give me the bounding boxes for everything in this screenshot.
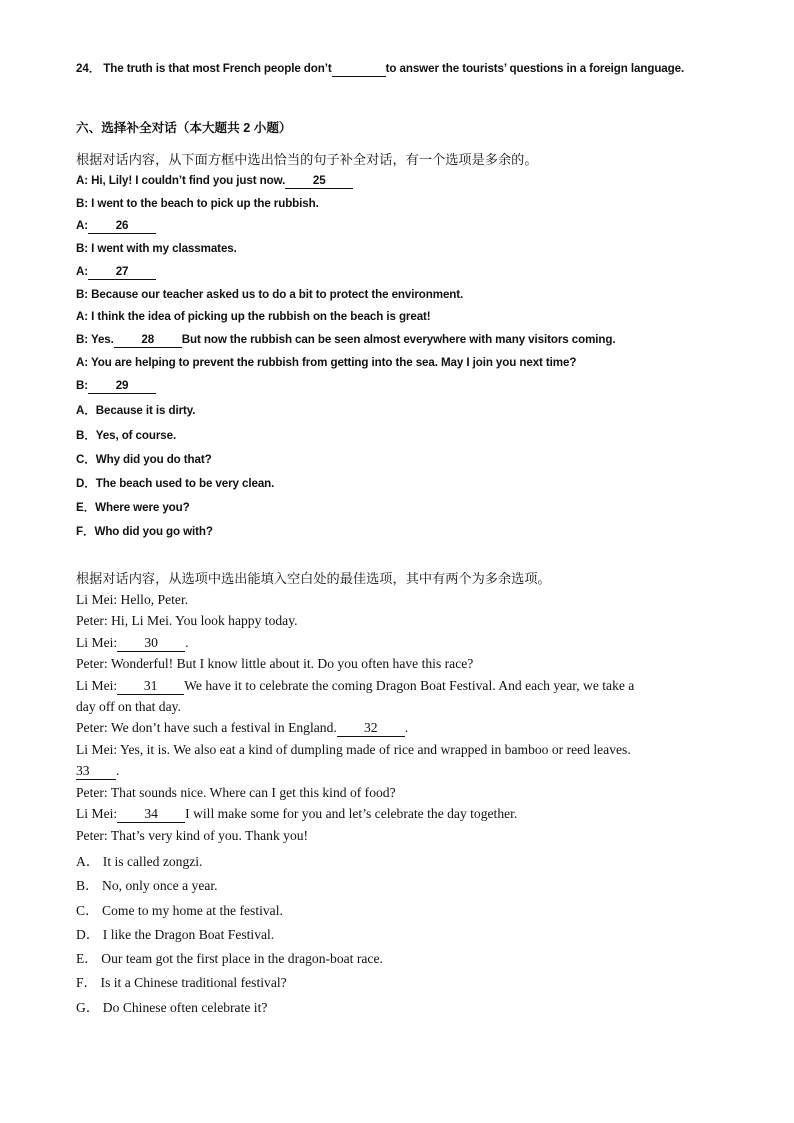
dialogue2-option-d: D． I like the Dragon Boat Festival. — [76, 927, 275, 942]
speaker-label: A: — [76, 265, 89, 278]
dialogue2-line-text: . — [185, 635, 189, 650]
blank-29[interactable]: 29 — [88, 380, 156, 394]
dialogue1-line: B: Because our teacher asked us to do a bit to protect the environment. — [76, 288, 464, 301]
blank-31[interactable]: 31 — [117, 679, 184, 695]
dialogue1-line — [76, 219, 156, 234]
dialogue2-option-b: B． No, only once a year. — [76, 878, 218, 893]
blank-27[interactable]: 27 — [88, 266, 156, 280]
blank-32[interactable]: 32 — [337, 721, 405, 737]
blank-30[interactable]: 30 — [117, 636, 185, 652]
blank-26[interactable]: 26 — [88, 220, 156, 234]
dialogue1-option-d: D．The beach used to be very clean. — [76, 477, 275, 490]
dialogue2-line — [76, 763, 119, 780]
dialogue1-line: B: I went with my classmates. — [76, 242, 237, 255]
dialogue2-line — [76, 635, 189, 652]
q24-text-before: 24． The truth is that most French people don’t — [76, 62, 332, 75]
dialogue2-line: Peter: Wonderful! But I know little about it. Do you often have this race? — [76, 656, 474, 671]
dialogue2-option-a: A． It is called zongzi. — [76, 854, 203, 869]
dialogue1-option-e: E．Where were you? — [76, 501, 190, 514]
dialogue2-line: Li Mei: Yes, it is. We also eat a kind of dumpling made of rice and wrapped in bamboo or reed leaves. — [76, 742, 631, 757]
dialogue1-line — [76, 265, 156, 280]
dialogue1-line-text: But now the rubbish can be seen almost everywhere with many visitors coming. — [181, 333, 616, 346]
dialogue1-line: A: I think the idea of picking up the rubbish on the beach is great! — [76, 310, 431, 323]
dialogue2-line — [76, 678, 634, 695]
dialogue2-instruction: 根据对话内容，从选项中选出能填入空白处的最佳选项，其中有两个为多余选项。 — [76, 571, 551, 586]
dialogue2-line — [76, 806, 517, 823]
dialogue1-line — [76, 333, 615, 348]
dialogue2-line-text: . — [404, 720, 409, 735]
dialogue2-line-text: . — [116, 763, 120, 778]
dialogue2-option-f: F． Is it a Chinese traditional festival? — [76, 975, 287, 990]
dialogue2-option-g: G． Do Chinese often celebrate it? — [76, 1000, 268, 1015]
dialogue2-line: day off on that day. — [76, 699, 181, 714]
dialogue2-option-e: E． Our team got the first place in the dragon-boat race. — [76, 951, 383, 966]
speaker-label: Li Mei: — [76, 678, 118, 693]
dialogue2-option-c: C． Come to my home at the festival. — [76, 903, 283, 918]
dialogue1-option-a: A．Because it is dirty. — [76, 404, 196, 417]
dialogue2-line-text: We have it to celebrate the coming Dragon Boat Festival. And each year, we take a — [184, 678, 635, 693]
dialogue1-option-b: B．Yes, of course. — [76, 429, 177, 442]
speaker-label: Li Mei: — [76, 806, 118, 821]
dialogue1-line: B: I went to the beach to pick up the rubbish. — [76, 197, 319, 210]
blank-33[interactable]: 33 — [76, 764, 116, 780]
dialogue1-line — [76, 379, 156, 394]
q24-text-after: to answer the tourists’ questions in a foreign language. — [385, 62, 685, 75]
dialogue2-line: Peter: That’s very kind of you. Thank you! — [76, 828, 309, 843]
blank-25[interactable]: 25 — [285, 175, 353, 189]
dialogue1-line: A: You are helping to prevent the rubbish from getting into the sea. May I join you next time? — [76, 356, 577, 369]
dialogue2-line: Peter: That sounds nice. Where can I get this kind of food? — [76, 785, 396, 800]
dialogue2-line-text: Peter: We don’t have such a festival in England. — [76, 720, 337, 735]
dialogue2-line-text: I will make some for you and let’s celebrate the day together. — [185, 806, 518, 821]
dialogue1-line — [76, 174, 353, 189]
blank-34[interactable]: 34 — [117, 807, 185, 823]
blank-28[interactable]: 28 — [114, 334, 182, 348]
dialogue1-option-c: C．Why did you do that? — [76, 453, 212, 466]
speaker-label: B: Yes. — [76, 333, 114, 346]
dialogue1-option-f: F．Who did you go with? — [76, 525, 213, 538]
dialogue2-line: Li Mei: Hello, Peter. — [76, 592, 189, 607]
question-24 — [76, 60, 684, 77]
dialogue1-line-text: A: Hi, Lily! I couldn’t find you just now. — [76, 174, 286, 187]
dialogue1-instruction: 根据对话内容，从下面方框中选出恰当的句子补全对话，有一个选项是多余的。 — [76, 152, 538, 167]
q24-blank[interactable] — [332, 63, 386, 77]
dialogue2-line: Peter: Hi, Li Mei. You look happy today. — [76, 613, 298, 628]
speaker-label: B: — [76, 379, 89, 392]
speaker-label: Li Mei: — [76, 635, 118, 650]
dialogue2-line — [76, 720, 408, 737]
section-heading: 六、选择补全对话（本大题共 2 小题） — [76, 121, 292, 135]
speaker-label: A: — [76, 219, 89, 232]
